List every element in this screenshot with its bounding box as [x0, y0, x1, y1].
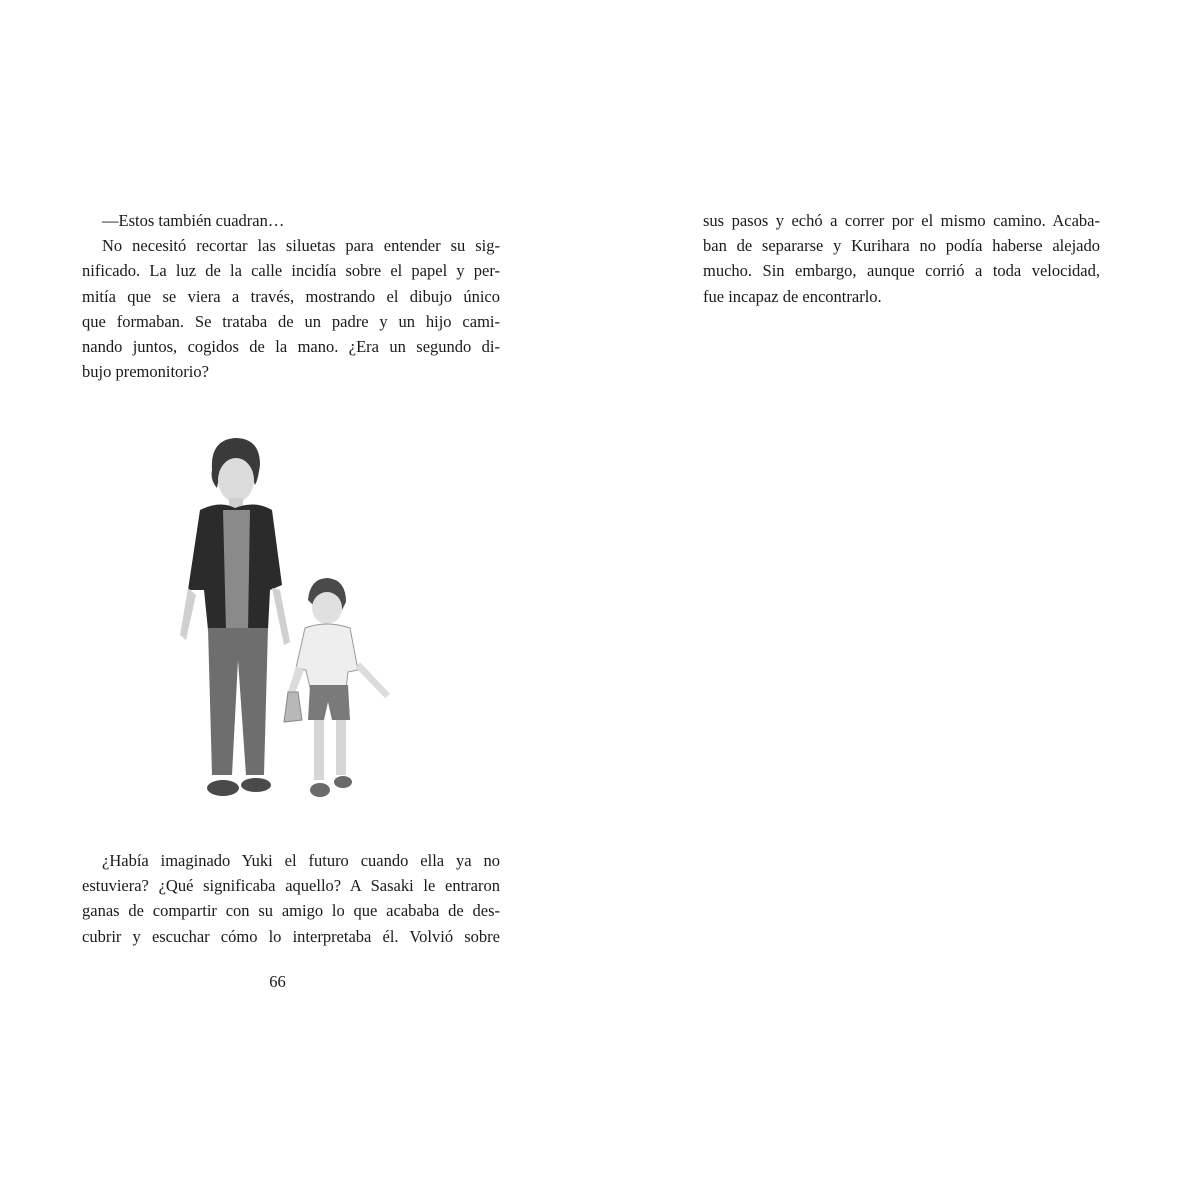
text-line: nificado. La luz de la calle incidía sobre el papel y per- [82, 261, 500, 281]
text-line: mucho. Sin embargo, aunque corrió a toda velocidad, [703, 261, 1100, 281]
text-line: cubrir y escuchar cómo lo interpretaba él. Volvió sobre [82, 926, 500, 946]
father-figure [180, 438, 290, 796]
paragraph-top [82, 208, 500, 384]
text-line: mitía que se viera a través, mostrando el dibujo único [82, 286, 500, 306]
text-line: ganas de compartir con su amigo lo que acababa de des- [82, 901, 500, 921]
page-number: 66 [269, 972, 286, 991]
text-line: —Estos también cuadran… [102, 211, 285, 230]
text-line: ban de separarse y Kurihara no podía haberse alejado [703, 236, 1100, 256]
son-figure [284, 578, 390, 797]
father-and-son-walking-illustration [160, 430, 410, 815]
paragraph-continued [703, 208, 1100, 309]
right-page [600, 0, 1200, 1200]
text-line: nando juntos, cogidos de la mano. ¿Era un segundo di- [82, 337, 500, 357]
paragraph-bottom [82, 848, 500, 949]
text-line: ¿Había imaginado Yuki el futuro cuando ella ya no [102, 851, 500, 870]
text-line: que formaban. Se trataba de un padre y un hijo cami- [82, 311, 500, 331]
text-line: bujo premonitorio? [82, 362, 209, 382]
text-line: No necesitó recortar las siluetas para entender su sig- [102, 236, 500, 256]
text-line: sus pasos y echó a correr por el mismo camino. Acaba- [703, 211, 1100, 230]
text-line: estuviera? ¿Qué significaba aquello? A Sasaki le entraron [82, 876, 500, 896]
text-line: fue incapaz de encontrarlo. [703, 286, 882, 306]
